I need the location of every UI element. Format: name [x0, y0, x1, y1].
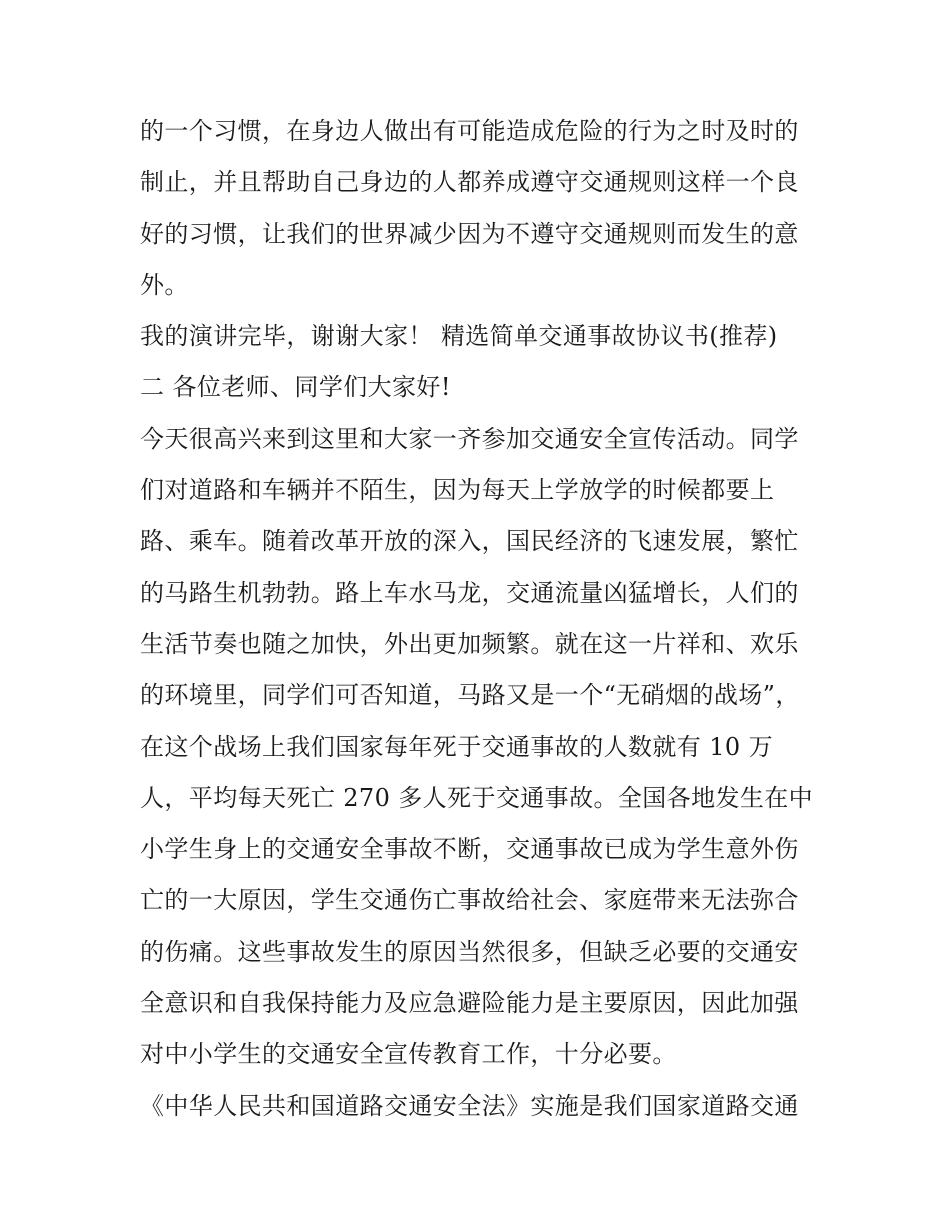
text-line: 路、乘车。随着改革开放的深入，国民经济的飞速发展，繁忙: [140, 527, 799, 556]
text-line: 制止，并且帮助自己身边的人都养成遵守交通规则这样一个良: [140, 168, 799, 197]
text-line: 二 各位老师、同学们大家好!: [140, 373, 451, 402]
text-line: 今天很高兴来到这里和大家一齐参加交通安全宣传活动。同学: [140, 424, 799, 453]
document-body: [140, 106, 820, 1132]
text-line: 在这个战场上我们国家每年死于交通事故的人数就有 10 万: [140, 732, 773, 761]
text-line: 人，平均每天死亡 270 多人死于交通事故。全国各地发生在中: [140, 783, 814, 812]
text-line: 我的演讲完毕，谢谢大家！ 精选简单交通事故协议书(推荐): [140, 322, 778, 351]
text-line: 们对道路和车辆并不陌生，因为每天上学放学的时候都要上: [140, 476, 775, 505]
text-line: 好的习惯，让我们的世界减少因为不遵守交通规则而发生的意: [140, 219, 799, 248]
text-line: 生活节奏也随之加快，外出更加频繁。就在这一片祥和、欢乐: [140, 629, 799, 658]
text-line: 小学生身上的交通安全事故不断，交通事故已成为学生意外伤: [140, 835, 799, 864]
text-line: 外。: [140, 270, 189, 299]
text-line: 对中小学生的交通安全宣传教育工作，十分必要。: [140, 1040, 677, 1069]
text-line: 的伤痛。这些事故发生的原因当然很多，但缺乏必要的交通安: [140, 937, 799, 966]
text-line: 的一个习惯，在身边人做出有可能造成危险的行为之时及时的: [140, 117, 799, 145]
text-line: 亡的一大原因，学生交通伤亡事故给社会、家庭带来无法弥合: [140, 886, 799, 915]
text-line: 的环境里，同学们可否知道，马路又是一个“无硝烟的战场”，: [140, 681, 800, 710]
text-line: 《中华人民共和国道路交通安全法》实施是我们国家道路交通: [140, 1091, 799, 1120]
text-line: 全意识和自我保持能力及应急避险能力是主要原因，因此加强: [140, 989, 799, 1018]
text-line: 的马路生机勃勃。路上车水马龙，交通流量凶猛增长，人们的: [140, 578, 799, 607]
